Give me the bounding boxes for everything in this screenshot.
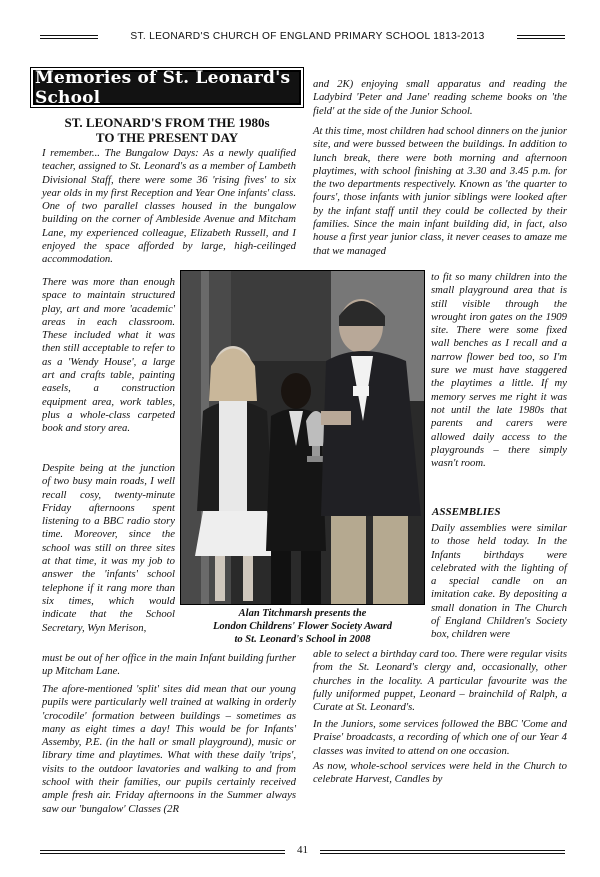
header-rule-left bbox=[40, 35, 98, 39]
photo-caption-line-1: Alan Titchmarsh presents the bbox=[238, 608, 367, 619]
photo-caption bbox=[180, 607, 425, 647]
page-footer bbox=[40, 844, 565, 862]
header-title: ST. LEONARD'S CHURCH OF ENGLAND PRIMARY SCHOOL 1813-2013 bbox=[130, 31, 485, 42]
left-wide-continuation: must be out of her office in the main Infant building further up Mitcham Lane. bbox=[42, 652, 296, 678]
left-narrow-paragraph-2: Despite being at the junction of two busy main roads, I well recall cosy, twenty-minute Friday afternoons spent listening to a BBC radio story time. Moreover, since the school was still on three sites at that time, it was my job to answer the 'infants' school telephone if it rang more than six times, which would indicate that the School Secretary, Wyn Merison, bbox=[42, 462, 175, 634]
section-heading-assemblies: ASSEMBLIES bbox=[432, 506, 501, 518]
article-banner: Memories of St. Leonard's School bbox=[33, 70, 301, 105]
right-narrow-paragraph-2: Daily assemblies were similar to those held today. In the Infants birthdays were celebrated with the lighting of a special candle on an imitation cake. By depositing a small donation in The Church of England Children's Society box, children were bbox=[431, 522, 567, 641]
header-rule-right bbox=[517, 35, 565, 39]
right-wide-paragraph-1: able to select a birthday card too. There were regular visits from the St. Leonard's clergy and, occasionally, other churches in the locality. A particular favourite was the fully uniformed puppet, Leonard – brainchild of Ralph, a Curate at St. Leonard's. bbox=[313, 648, 567, 714]
footer-rule-right bbox=[320, 850, 565, 854]
left-paragraph-3: The afore-mentioned 'split' sites did mean that our young pupils were particularly well trained at walking in orderly 'crocodile' formation between buildings – sometimes as many as eight times a day! This would be for Infants' Assemby, P.E. (in the hall or small playground), music or library time and playtimes. What with these daily 'trips', visits to the outdoor lavatories and walking to and from school with their families, our pupils certainly received ample fresh air. Friday afternoons in the Summer always saw our 'bungalow' Classes (2R bbox=[42, 683, 296, 815]
photo-caption-line-2: London Childrens' Flower Society Award bbox=[212, 621, 393, 633]
article-subhead-line-1: ST. LEONARD'S FROM THE 1980s bbox=[64, 115, 270, 130]
right-wide-paragraph-2: In the Juniors, some services followed the BBC 'Come and Praise' broadcasts, a recording of which one of our Year 4 classes was invited to attend on one occasion. bbox=[313, 718, 567, 757]
article-subhead-line-2: TO THE PRESENT DAY bbox=[95, 130, 239, 145]
running-header bbox=[40, 30, 565, 44]
right-wide-paragraph-3: As now, whole-school services were held in the Church to celebrate Harvest, Candles by bbox=[313, 760, 567, 786]
award-photo-illustration bbox=[181, 271, 425, 605]
photo-caption-line-3: to St. Leonard's School in 2008 bbox=[234, 634, 371, 646]
right-top-paragraph-1: and 2K) enjoying small apparatus and reading the Ladybird 'Peter and Jane' reading scheme books on 'the field' at the side of the Junior School. bbox=[313, 78, 567, 117]
intro-paragraph: I remember... The Bungalow Days: As a newly qualified teacher, assigned to St. Leonard's as a member of Lambeth Divisional Staff, there were some 36 'rising fives' to six year olds in my first Reception and Year One infants' class. One of two parallel classes housed in the bungalow building on the corner of Ambleside Avenue and Mitcham Lane, my experienced colleague, Elizabeth Russell, and I enjoyed the space afforded by large, high-ceilinged accommodation. bbox=[42, 147, 296, 266]
left-narrow-paragraph-1: There was more than enough space to maintain structured play, art and more 'academic' areas in each classroom. These included what it was then still acceptable to refer to as a 'Wendy House', a large art and crafts table, painting easels, a construction equipment area, work tables, plus a whole-class carpeted book and story area. bbox=[42, 276, 175, 435]
page-number: 41 bbox=[297, 844, 308, 856]
right-top-paragraph-2: At this time, most children had school dinners on the junior site, and were bussed between the buildings. In addition to lunch break, there were both morning and afternoon playtimes, with school finishing at 3.30 and 3.45 p.m. for the two departments respectively. Known as 'the quarter to fours', those infants with junior siblings were looked after by the infant staff until they could be collected by their families. Since the main infant building did, in fact, also house a first year junior class, it never ceases to amaze me that we managed bbox=[313, 125, 568, 257]
award-photo bbox=[180, 270, 425, 605]
right-narrow-paragraph-1: to fit so many children into the small playground area that is still visible through the wrought iron gates on the 1909 site. There were some fixed wall benches as I recall and a narrow flower bed too, so I'm sure we must have staggered the playtimes a little. If my memory serves me right it was not until the late 1980s that parents and carers were allowed daily access to the playgrounds – there simply wasn't room. bbox=[431, 271, 567, 470]
